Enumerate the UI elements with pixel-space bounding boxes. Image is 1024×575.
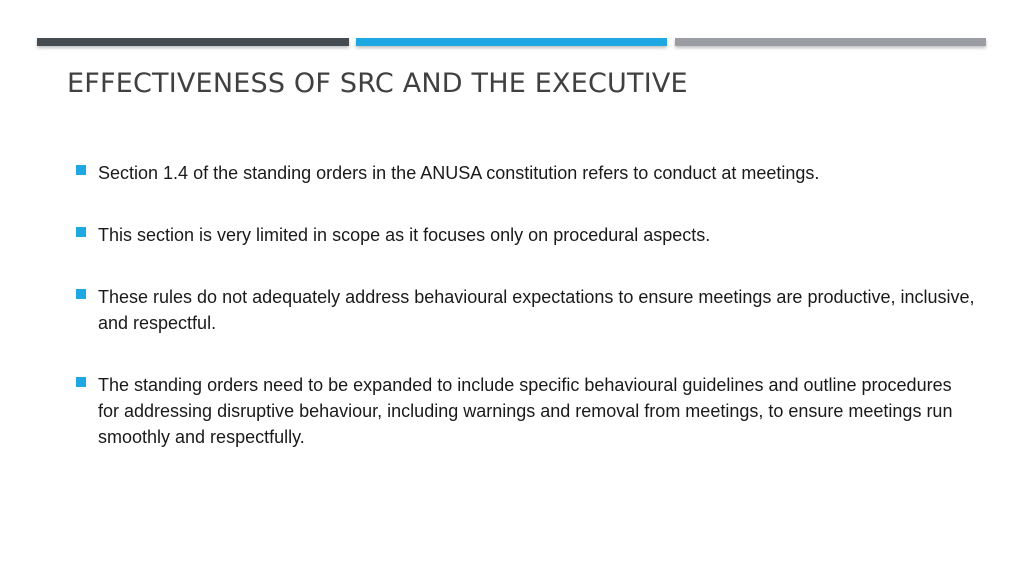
bullet-item [76,160,976,186]
accent-bar-grey [675,38,986,46]
square-bullet-icon [76,377,86,387]
square-bullet-icon [76,289,86,299]
header-accent-bars [37,38,986,46]
bullet-text: This section is very limited in scope as it focuses only on procedural aspects. [98,225,711,245]
bullet-text: Section 1.4 of the standing orders in the ANUSA constitution refers to conduct at meetings. [98,163,820,183]
bullet-list [76,160,976,486]
bullet-text: The standing orders need to be expanded to include specific behavioural guidelines and outline procedures for addressing disruptive behaviour, including warnings and removal from meetings, to ensure meetings run smoothly and respectfully. [98,375,953,447]
square-bullet-icon [76,227,86,237]
square-bullet-icon [76,165,86,175]
accent-bar-dark [37,38,349,46]
accent-bar-blue [356,38,667,46]
slide-title: EFFECTIVENESS OF SRC AND THE EXECUTIVE [67,68,688,99]
bullet-item [76,284,976,336]
bullet-item [76,372,976,450]
bullet-text: These rules do not adequately address behavioural expectations to ensure meetings are productive, inclusive, and respectful. [98,287,975,333]
bullet-item [76,222,976,248]
